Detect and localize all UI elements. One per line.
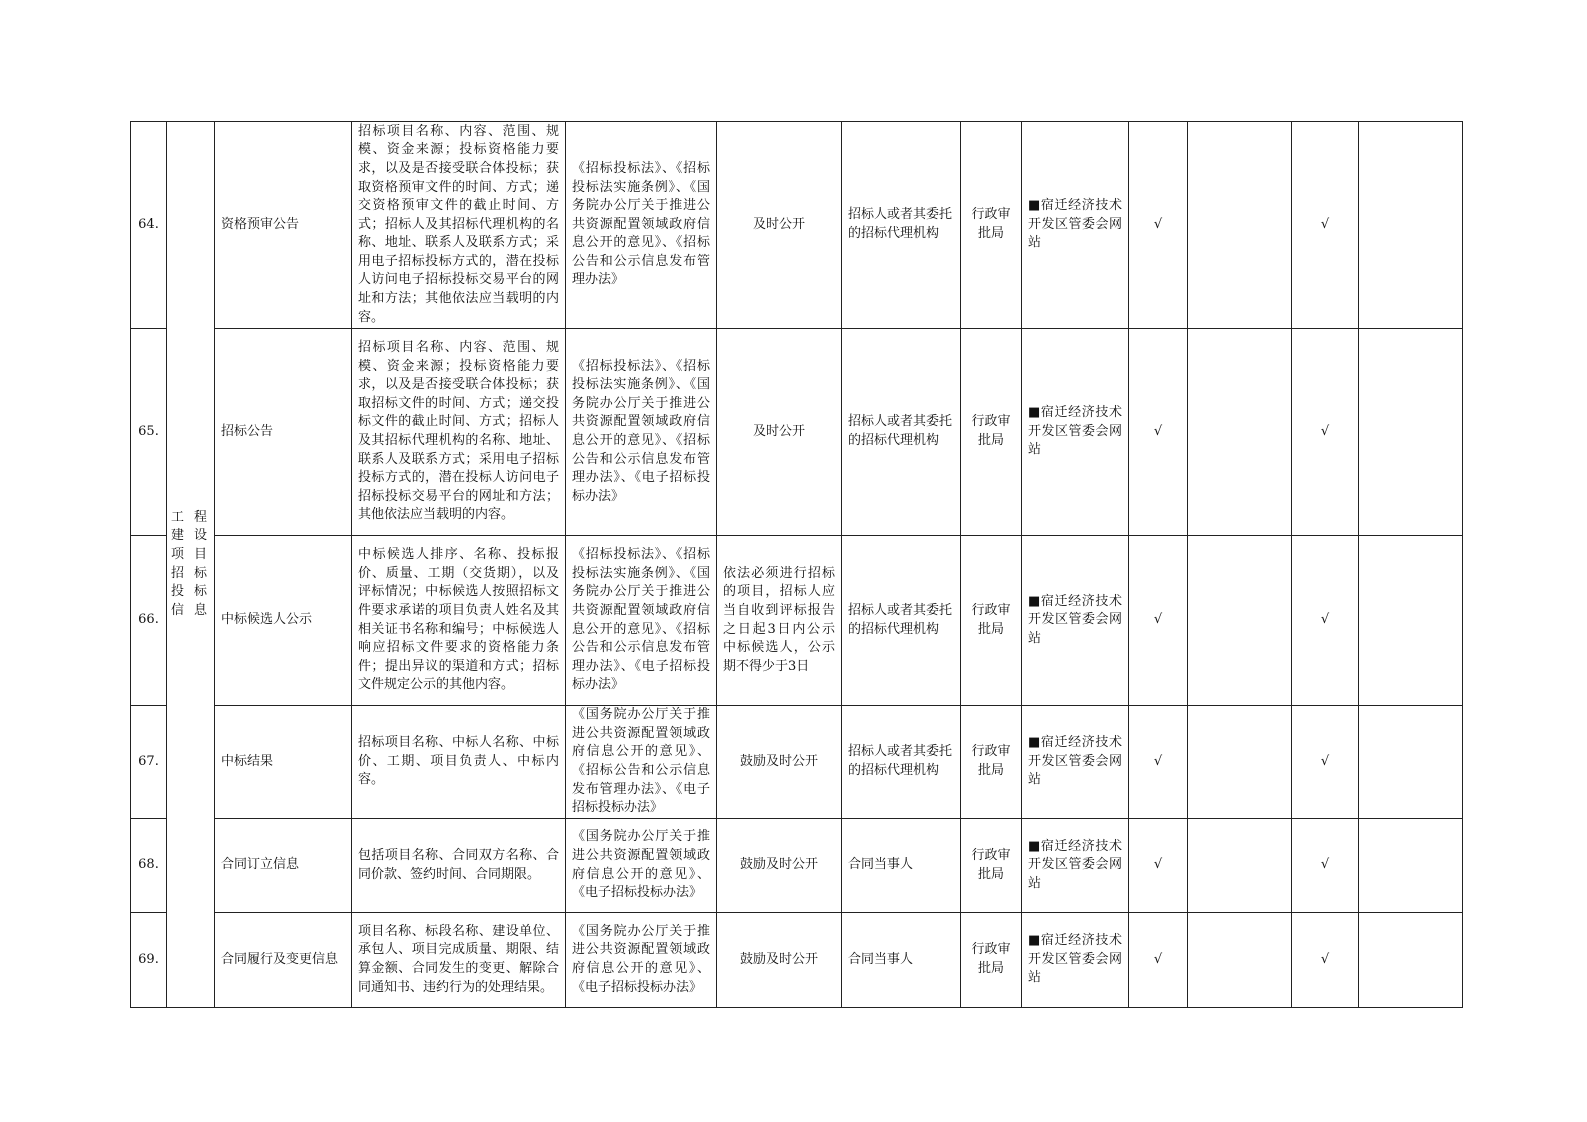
check-mark: √ bbox=[1292, 329, 1359, 536]
subject-cell: 招标人或者其委托的招标代理机构 bbox=[842, 706, 961, 819]
table-row bbox=[131, 706, 1463, 819]
dept-cell: 行政审批局 bbox=[961, 329, 1022, 536]
basis-cell: 《国务院办公厅关于推进公共资源配置领域政府信息公开的意见》、《电子招标投标办法》 bbox=[566, 819, 717, 913]
category-cell bbox=[167, 122, 215, 1008]
table-row bbox=[131, 122, 1463, 329]
content-cell: 包括项目名称、合同双方名称、合同价款、签约时间、合同期限。 bbox=[352, 819, 566, 913]
check-mark: √ bbox=[1129, 329, 1188, 536]
disclosure-table bbox=[130, 121, 1463, 1008]
content-cell: 中标候选人排序、名称、投标报价、质量、工期（交货期），以及评标情况；中标候选人按照招标文件要求承诺的项目负责人姓名及其相关证书名称和编号；中标候选人响应招标文件要求的资格能力条件；提出异议的渠道和方式；招标文件规定公示的其他内容。 bbox=[352, 536, 566, 706]
basis-cell: 《招标投标法》、《招标投标法实施条例》、《国务院办公厅关于推进公共资源配置领域政府信息公开的意见》、《招标公告和公示信息发布管理办法》 bbox=[566, 122, 717, 329]
check-mark: √ bbox=[1292, 122, 1359, 329]
row-number: 65. bbox=[131, 329, 167, 536]
item-name: 资格预审公告 bbox=[215, 122, 352, 329]
row-number: 68. bbox=[131, 819, 167, 913]
empty-mark bbox=[1188, 329, 1292, 536]
empty-mark bbox=[1359, 913, 1463, 1008]
empty-mark bbox=[1188, 819, 1292, 913]
check-mark: √ bbox=[1129, 819, 1188, 913]
timing-cell: 及时公开 bbox=[717, 122, 842, 329]
empty-mark bbox=[1188, 536, 1292, 706]
basis-cell: 《国务院办公厅关于推进公共资源配置领域政府信息公开的意见》、《招标公告和公示信息发布管理办法》、《电子招标投标办法》 bbox=[566, 706, 717, 819]
channel-cell: ■宿迁经济技术开发区管委会网站 bbox=[1022, 329, 1129, 536]
subject-cell: 招标人或者其委托的招标代理机构 bbox=[842, 536, 961, 706]
subject-cell: 招标人或者其委托的招标代理机构 bbox=[842, 122, 961, 329]
row-number: 67. bbox=[131, 706, 167, 819]
channel-cell: ■宿迁经济技术开发区管委会网站 bbox=[1022, 122, 1129, 329]
timing-cell: 依法必须进行招标的项目，招标人应当自收到评标报告之日起3日内公示中标候选人，公示期不得少于3日 bbox=[717, 536, 842, 706]
empty-mark bbox=[1359, 706, 1463, 819]
empty-mark bbox=[1359, 536, 1463, 706]
content-cell: 招标项目名称、内容、范围、规模、资金来源；投标资格能力要求，以及是否接受联合体投标；获取资格预审文件的时间、方式；递交资格预审文件的截止时间、方式；招标人及其招标代理机构的名称、地址、联系人及联系方式；采用电子招标投标方式的，潜在投标人访问电子招标投标交易平台的网址和方法；其他依法应当载明的内容。 bbox=[352, 122, 566, 329]
content-cell: 项目名称、标段名称、建设单位、承包人、项目完成质量、期限、结算金额、合同发生的变更、解除合同通知书、违约行为的处理结果。 bbox=[352, 913, 566, 1008]
check-mark: √ bbox=[1129, 913, 1188, 1008]
empty-mark bbox=[1359, 819, 1463, 913]
dept-cell: 行政审批局 bbox=[961, 706, 1022, 819]
table-row bbox=[131, 329, 1463, 536]
item-name: 招标公告 bbox=[215, 329, 352, 536]
basis-cell: 《招标投标法》、《招标投标法实施条例》、《国务院办公厅关于推进公共资源配置领域政府信息公开的意见》、《招标公告和公示信息发布管理办法》、《电子招标投标办法》 bbox=[566, 536, 717, 706]
item-name: 合同履行及变更信息 bbox=[215, 913, 352, 1008]
check-mark: √ bbox=[1129, 536, 1188, 706]
check-mark: √ bbox=[1292, 819, 1359, 913]
check-mark: √ bbox=[1129, 122, 1188, 329]
basis-cell: 《国务院办公厅关于推进公共资源配置领域政府信息公开的意见》、《电子招标投标办法》 bbox=[566, 913, 717, 1008]
subject-cell: 招标人或者其委托的招标代理机构 bbox=[842, 329, 961, 536]
timing-cell: 及时公开 bbox=[717, 329, 842, 536]
row-number: 64. bbox=[131, 122, 167, 329]
table-row bbox=[131, 913, 1463, 1008]
dept-cell: 行政审批局 bbox=[961, 819, 1022, 913]
row-number: 66. bbox=[131, 536, 167, 706]
empty-mark bbox=[1188, 122, 1292, 329]
timing-cell: 鼓励及时公开 bbox=[717, 706, 842, 819]
content-cell: 招标项目名称、内容、范围、规模、资金来源；投标资格能力要求，以及是否接受联合体投标；获取招标文件的时间、方式；递交投标文件的截止时间、方式；招标人及其招标代理机构的名称、地址、联系人及联系方式；采用电子招标投标方式的，潜在投标人访问电子招标投标交易平台的网址和方法；其他依法应当载明的内容。 bbox=[352, 329, 566, 536]
empty-mark bbox=[1359, 122, 1463, 329]
channel-cell: ■宿迁经济技术开发区管委会网站 bbox=[1022, 913, 1129, 1008]
timing-cell: 鼓励及时公开 bbox=[717, 913, 842, 1008]
empty-mark bbox=[1188, 706, 1292, 819]
channel-cell: ■宿迁经济技术开发区管委会网站 bbox=[1022, 706, 1129, 819]
channel-cell: ■宿迁经济技术开发区管委会网站 bbox=[1022, 536, 1129, 706]
dept-cell: 行政审批局 bbox=[961, 913, 1022, 1008]
table-row bbox=[131, 536, 1463, 706]
content-cell: 招标项目名称、中标人名称、中标价、工期、项目负责人、中标内容。 bbox=[352, 706, 566, 819]
dept-cell: 行政审批局 bbox=[961, 536, 1022, 706]
basis-cell: 《招标投标法》、《招标投标法实施条例》、《国务院办公厅关于推进公共资源配置领域政府信息公开的意见》、《招标公告和公示信息发布管理办法》、《电子招标投标办法》 bbox=[566, 329, 717, 536]
table-row bbox=[131, 819, 1463, 913]
empty-mark bbox=[1188, 913, 1292, 1008]
subject-cell: 合同当事人 bbox=[842, 819, 961, 913]
category-label: 工程建设项目招标投标信息 bbox=[171, 509, 210, 618]
timing-cell: 鼓励及时公开 bbox=[717, 819, 842, 913]
check-mark: √ bbox=[1292, 706, 1359, 819]
check-mark: √ bbox=[1292, 536, 1359, 706]
check-mark: √ bbox=[1129, 706, 1188, 819]
row-number: 69. bbox=[131, 913, 167, 1008]
channel-cell: ■宿迁经济技术开发区管委会网站 bbox=[1022, 819, 1129, 913]
subject-cell: 合同当事人 bbox=[842, 913, 961, 1008]
item-name: 中标结果 bbox=[215, 706, 352, 819]
empty-mark bbox=[1359, 329, 1463, 536]
dept-cell: 行政审批局 bbox=[961, 122, 1022, 329]
check-mark: √ bbox=[1292, 913, 1359, 1008]
item-name: 中标候选人公示 bbox=[215, 536, 352, 706]
item-name: 合同订立信息 bbox=[215, 819, 352, 913]
